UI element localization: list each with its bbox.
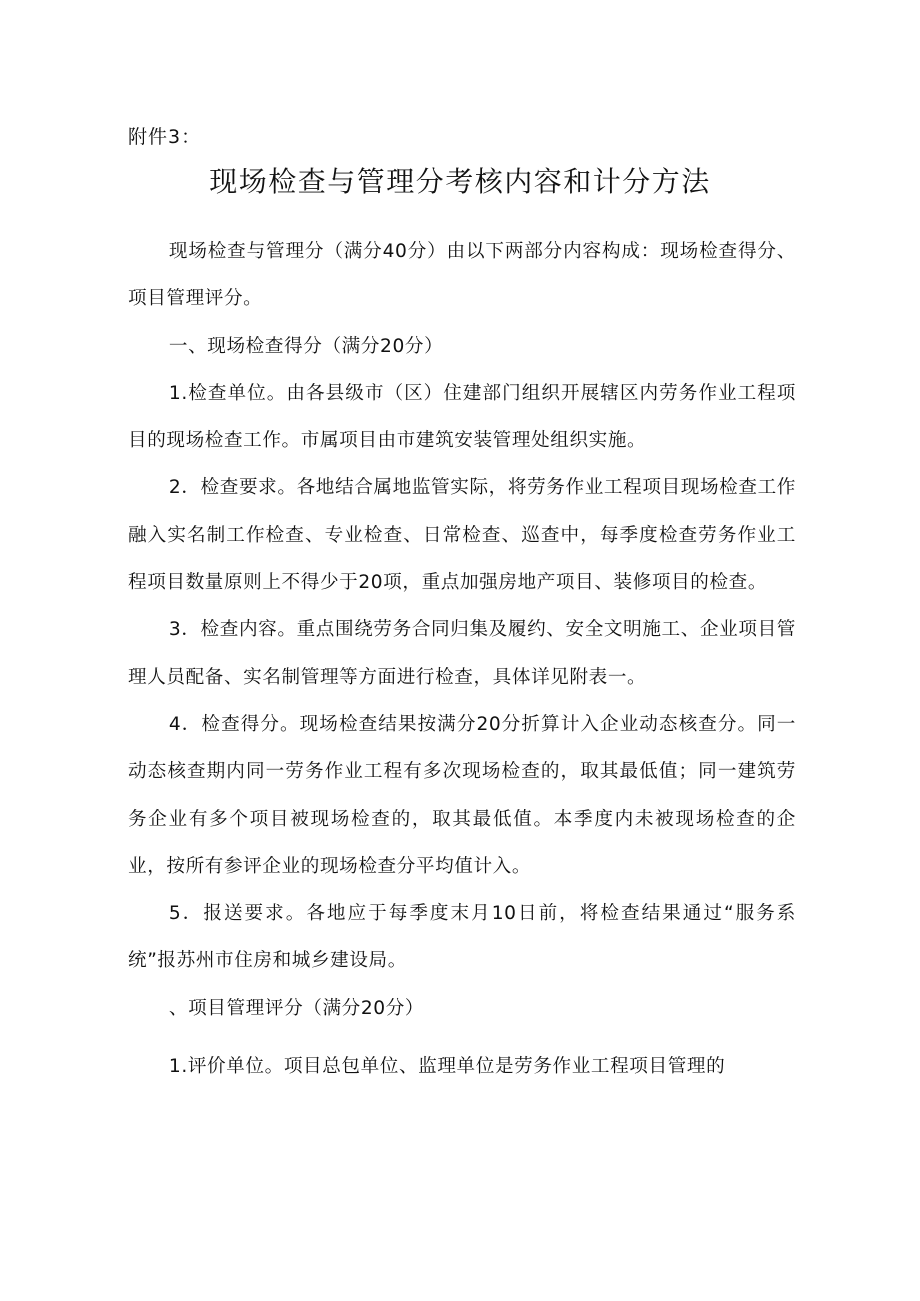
attachment-label: 附件3： [128, 126, 202, 148]
section-heading-site-inspection: 一、现场检查得分（满分20分） [168, 335, 444, 357]
paragraph-inspection-unit: 1.检查单位。由各县级市（区）住建部门组织开展辖区内劳务作业工程项目的现场检查工作。市属项目由市建筑安装管理处组织实施。 [128, 382, 796, 452]
document-body [128, 228, 796, 1090]
document-title: 现场检查与管理分考核内容和计分方法 [209, 165, 711, 198]
intro-paragraph: 现场检查与管理分（满分40分）由以下两部分内容构成：现场检查得分、项目管理评分。 [128, 241, 796, 310]
paragraph-inspection-score: 4．检查得分。现场检查结果按满分20分折算计入企业动态核查分。同一动态核查期内同一劳务作业工程有多次现场检查的，取其最低值；同一建筑劳务企业有多个项目被现场检查的，取其最低值。本季度内未被现场检查的企业，按所有参评企业的现场检查分平均值计入。 [128, 713, 796, 877]
paragraph-evaluation-unit: 1.评价单位。项目总包单位、监理单位是劳务作业工程项目管理的 [168, 1056, 726, 1078]
paragraph-reporting-requirements: 5．报送要求。各地应于每季度末月10日前，将检查结果通过“服务系统”报苏州市住房和城乡建设局。 [128, 903, 796, 972]
section-heading-project-management: 、项目管理评分（满分20分） [168, 997, 425, 1019]
paragraph-inspection-content: 3．检查内容。重点围绕劳务合同归集及履约、安全文明施工、企业项目管理人员配备、实名制管理等方面进行检查，具体详见附表一。 [128, 619, 796, 688]
paragraph-inspection-requirements: 2．检查要求。各地结合属地监管实际，将劳务作业工程项目现场检查工作融入实名制工作检查、专业检查、日常检查、巡查中，每季度检查劳务作业工程项目数量原则上不得少于20项，重点加强房地产项目、装修项目的检查。 [128, 477, 796, 594]
